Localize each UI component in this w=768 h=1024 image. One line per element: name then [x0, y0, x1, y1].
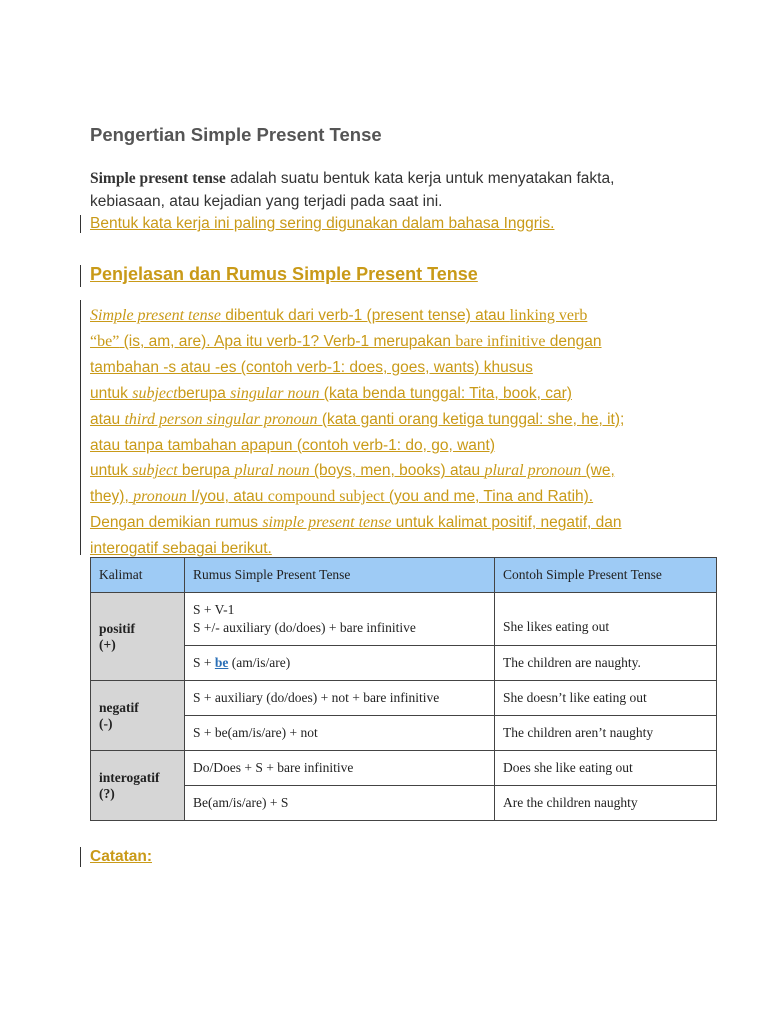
- table-row: [91, 716, 717, 751]
- formula-cell: S + be(am/is/are) + not: [185, 716, 495, 751]
- formula-cell: S + V-1 S +/- auxiliary (do/does) + bare infinitive: [185, 593, 495, 646]
- para-line-8: they), pronoun I/you, atau compound subject (you and me, Tina and Ratih).: [90, 488, 594, 506]
- table-row: [91, 646, 717, 681]
- intro-text-2: kebiasaan, atau kejadian yang terjadi pada saat ini.: [90, 193, 443, 210]
- para-line-9: Dengan demikian rumus simple present tense untuk kalimat positif, negatif, dan: [90, 514, 622, 532]
- formula-cell: Do/Does + S + bare infinitive: [185, 751, 495, 786]
- example-cell: The children are naughty.: [495, 646, 717, 681]
- header-rumus: Rumus Simple Present Tense: [185, 558, 495, 593]
- para-line-10: interogatif sebagai berikut.: [90, 540, 272, 558]
- label-positif: positif (+): [91, 593, 185, 681]
- label-interogatif: interogatif (?): [91, 751, 185, 821]
- example-cell: Does she like eating out: [495, 751, 717, 786]
- be-link[interactable]: be: [214, 655, 229, 670]
- intro-term: Simple present tense: [90, 170, 226, 187]
- example-cell: She likes eating out: [495, 593, 717, 646]
- table-header-row: [91, 558, 717, 593]
- intro-paragraph: [90, 167, 690, 213]
- para-line-3: tambahan -s atau -es (contoh verb-1: does, goes, wants) khusus: [90, 358, 533, 376]
- explanation-paragraph[interactable]: [90, 303, 690, 562]
- para-line-6: atau tanpa tambahan apapun (contoh verb-1: do, go, want): [90, 436, 496, 454]
- formula-cell: S + auxiliary (do/does) + not + bare infinitive: [185, 681, 495, 716]
- table-row: [91, 751, 717, 786]
- para-line-2: “be” (is, am, are). Apa itu verb-1? Verb-1 merupakan bare infinitive dengan: [90, 332, 602, 350]
- text-cursor-marker: [80, 847, 81, 867]
- example-cell: The children aren’t naughty: [495, 716, 717, 751]
- para-line-1: Simple present tense dibentuk dari verb-1 (present tense) atau linking verb: [90, 307, 588, 324]
- table-row: [91, 681, 717, 716]
- catatan-heading[interactable]: Catatan:: [90, 848, 153, 865]
- label-negatif: negatif (-): [91, 681, 185, 751]
- intro-text-1: adalah suatu bentuk kata kerja untuk menyatakan fakta,: [225, 170, 615, 187]
- formula-cell: S + be (am/is/are): [185, 646, 495, 681]
- tense-table: [90, 557, 717, 821]
- page-title: Pengertian Simple Present Tense: [90, 124, 382, 145]
- header-contoh: Contoh Simple Present Tense: [495, 558, 717, 593]
- text-cursor-marker: [80, 215, 81, 233]
- table-row: [91, 786, 717, 821]
- text-cursor-marker: [80, 265, 81, 287]
- para-line-5: atau third person singular pronoun (kata ganti orang ketiga tunggal: she, he, it);: [90, 410, 625, 428]
- text-cursor-marker: [80, 300, 81, 555]
- section-heading[interactable]: Penjelasan dan Rumus Simple Present Tense: [90, 264, 478, 284]
- example-cell: She doesn’t like eating out: [495, 681, 717, 716]
- table-row: [91, 593, 717, 646]
- para-line-4: untuk subjectberupa singular noun (kata benda tunggal: Tita, book, car): [90, 384, 572, 402]
- formula-cell: Be(am/is/are) + S: [185, 786, 495, 821]
- para-line-7: untuk subject berupa plural noun (boys, men, books) atau plural pronoun (we,: [90, 462, 615, 480]
- header-kalimat: Kalimat: [91, 558, 185, 593]
- example-cell: Are the children naughty: [495, 786, 717, 821]
- note-line[interactable]: Bentuk kata kerja ini paling sering digunakan dalam bahasa Inggris.: [90, 215, 555, 232]
